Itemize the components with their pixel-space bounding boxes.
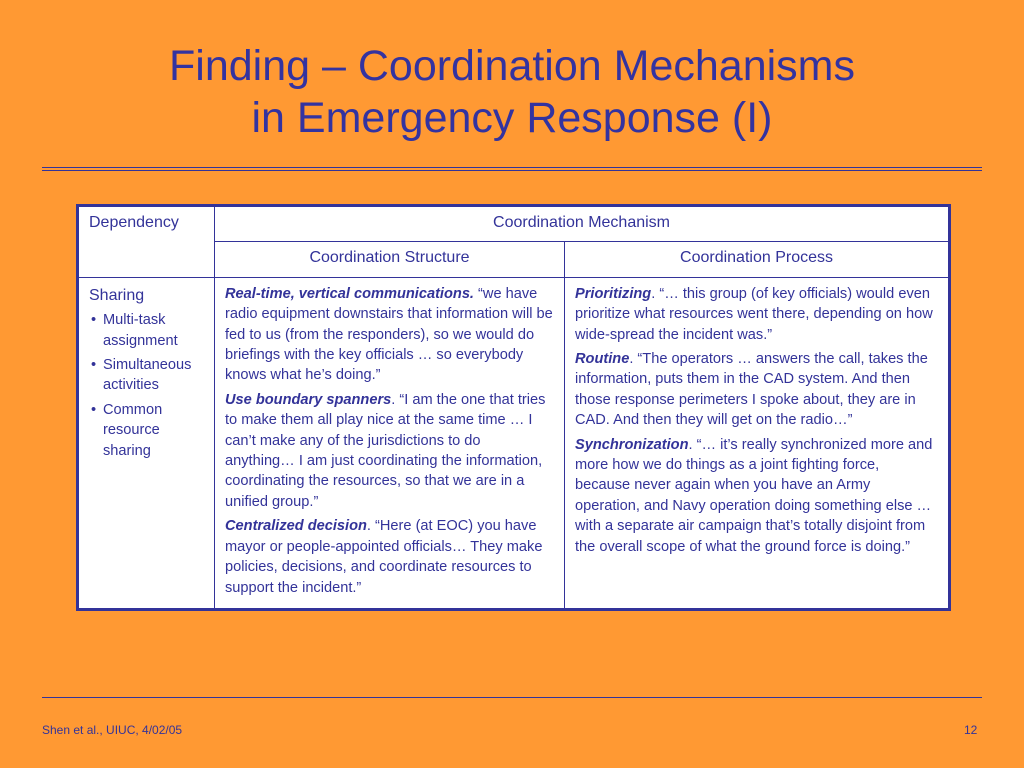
structure-entry-centralized-decision [225, 516, 554, 598]
entry-keyword: Routine [575, 351, 630, 368]
dependency-cell [78, 277, 215, 609]
entry-keyword: Real-time, vertical communications. [225, 285, 474, 302]
header-coordination-structure: Coordination Structure [215, 242, 565, 277]
entry-keyword: Centralized decision [225, 518, 367, 535]
header-coordination-mechanism: Coordination Mechanism [215, 206, 950, 242]
footer-divider [42, 697, 982, 699]
structure-entry-communications [225, 284, 554, 386]
coordination-table [76, 204, 951, 611]
footer-citation: Shen et al., UIUC, 4/02/05 [42, 723, 183, 737]
entry-keyword: Synchronization [575, 436, 689, 453]
entry-keyword: Prioritizing [575, 285, 652, 302]
slide-title-line-2: in Emergency Response (I) [251, 94, 773, 142]
title-divider [42, 167, 982, 171]
entry-text: . “… this group (of key officials) would even prioritize what resources went there, depending on how wide-spread the incident was.” [575, 285, 933, 343]
entry-text: . “Here (at EOC) you have mayor or people-appointed officials… They make policies, decisions, and coordinate resources to support the incident.” [225, 518, 543, 596]
structure-cell [215, 277, 565, 609]
dependency-title: Sharing [89, 286, 145, 304]
process-entry-routine [575, 349, 938, 431]
process-cell [565, 277, 950, 609]
page-number: 12 [964, 723, 978, 737]
entry-text: “we have radio equipment downstairs that information will be fed to us (from the responders), so we would do briefings with the key officials … so everybody knows what he’s doing.” [225, 285, 553, 384]
entry-text: . “I am the one that tries to make them all play nice at the same time … I can’t make any of the jurisdictions to do anything… I am just coordinating the information, coordinating the resources, so that we are in a unified group.” [225, 391, 546, 510]
list-item: • Simultaneous activities [103, 355, 204, 396]
process-entry-prioritizing [575, 284, 938, 345]
slide-title-line-1: Finding – Coordination Mechanisms [169, 42, 855, 90]
slide-title [0, 40, 1024, 144]
list-item: • Multi-task assignment [103, 310, 204, 351]
entry-text: . “… it’s really synchronized more and more how we do things as a joint fighting force, because never again when you have an Army operation, and Navy operation doing something else … with a separate air campaign that’s totally disjoint from the overall scope of what the ground force is doing.” [575, 436, 933, 555]
list-item: • Common resource sharing [103, 400, 204, 461]
entry-keyword: Use boundary spanners [225, 391, 392, 408]
table-header-row [78, 206, 950, 242]
process-entry-synchronization [575, 435, 938, 557]
table-row [78, 277, 950, 609]
dependency-list [89, 310, 204, 461]
entry-text: . “The operators … answers the call, takes the information, puts them in the CAD system. And then those response perimeters I spoke about, they are in CAD. And then they will get on the radio…” [575, 351, 928, 429]
header-dependency: Dependency [78, 206, 215, 278]
structure-entry-boundary-spanners [225, 390, 554, 512]
header-coordination-process: Coordination Process [565, 242, 950, 277]
